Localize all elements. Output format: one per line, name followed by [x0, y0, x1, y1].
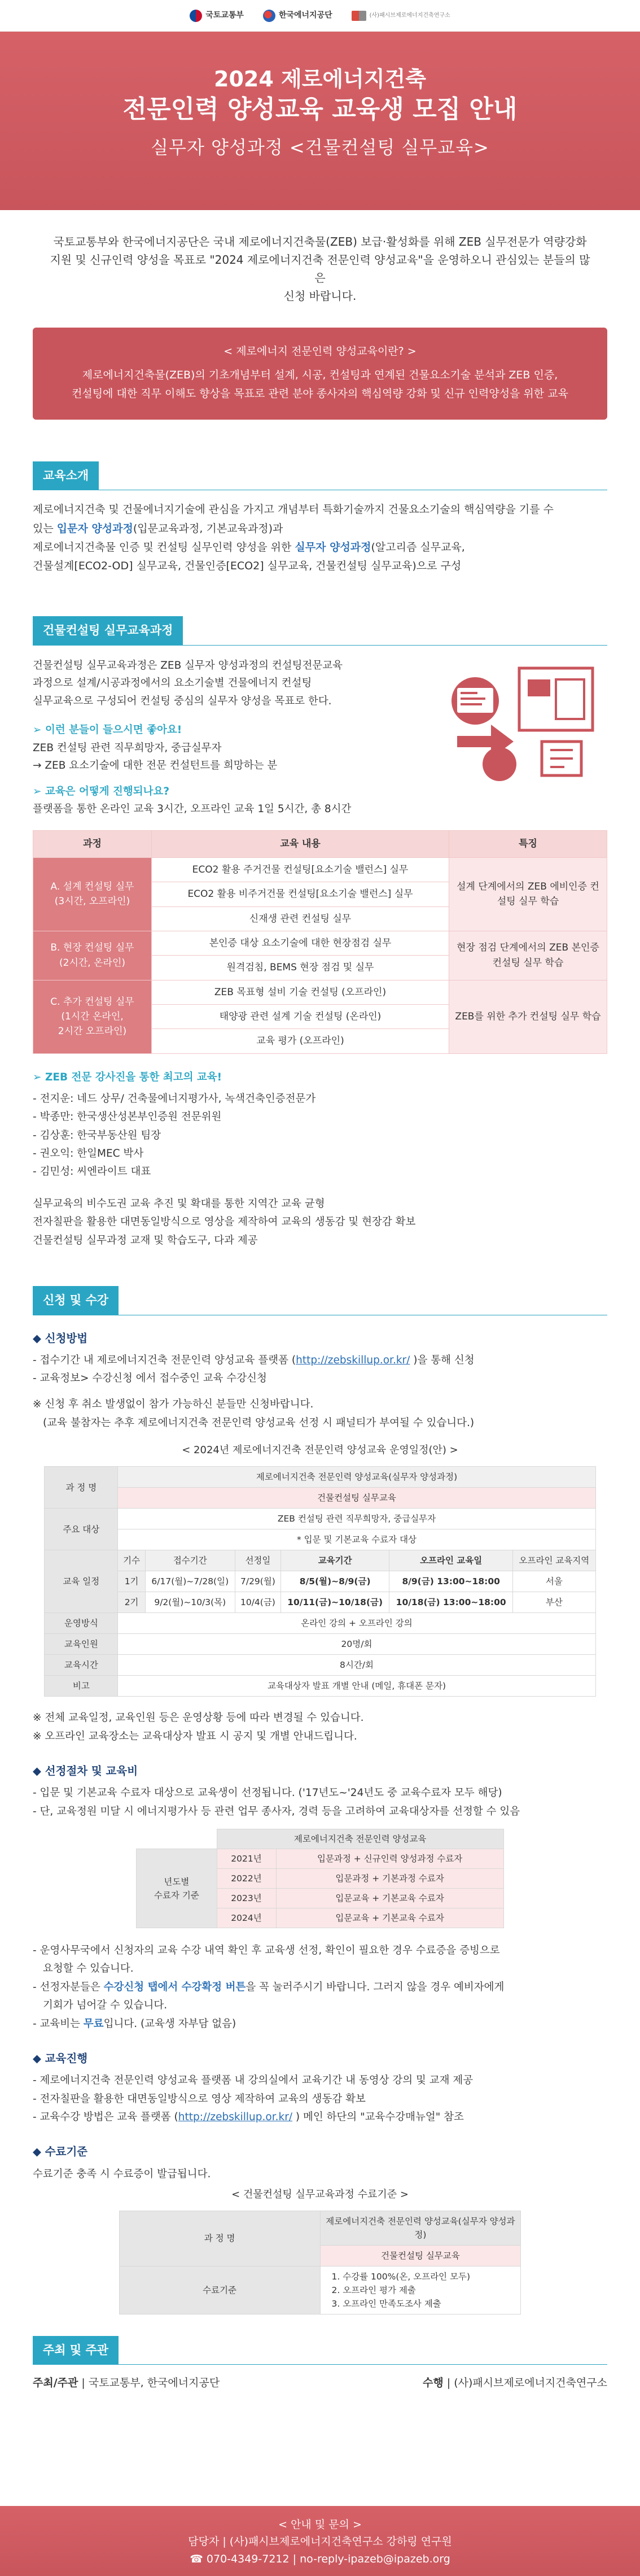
target-note: * 입문 및 기본교육 수료자 대상: [118, 1529, 595, 1550]
cohort-1-region: 서울: [513, 1571, 595, 1592]
kea-logo-icon: [263, 10, 275, 22]
course-b-hours: (2시간, 온라인): [59, 957, 125, 969]
definition-title: < 제로에너지 전문인력 양성교육이란? >: [223, 345, 417, 358]
course-content-table: [33, 830, 607, 1053]
table-row: [45, 1509, 595, 1529]
contact-phone-email: ☎ 070-4349-7212 | no-reply-ipazeb@ipazeb.org: [190, 2552, 450, 2565]
completion-course-value: 제로에너지건축 전문인력 양성교육(실무자 양성과정): [320, 2211, 521, 2245]
completion-table: [119, 2211, 521, 2315]
course-c-hours: (1시간 온라인,: [61, 1010, 124, 1022]
progress-text: ) 메인 하단의 "교육수강매뉴얼" 참조: [292, 2111, 464, 2123]
course-c-item: 교육 평가 (오프라인): [152, 1029, 449, 1053]
contact-person: 담당자 | (사)패시브제로에너지건축연구소 강하링 연구원: [188, 2535, 452, 2548]
logo-kea: [263, 10, 332, 22]
course-name-label: 과 정 명: [45, 1467, 118, 1509]
criteria-item: 2. 오프라인 평가 제출: [331, 2285, 416, 2295]
feature-line: 실무교육의 비수도권 교육 추진 및 확대를 통한 지역간 교육 균형: [33, 1197, 325, 1210]
definition-line-1: 제로에너지건축물(ZEB)의 기초개념부터 설계, 시공, 컨설팅과 연계된 건물요소기술 분석과 ZEB 인증,: [82, 369, 558, 382]
apply-method-item: [33, 1352, 607, 1370]
consulting-illustration: [435, 657, 607, 787]
instructor-text: 권오익: 한일MEC 박사: [40, 1148, 144, 1160]
selection-detail: - 운영사무국에서 신청자의 교육 수강 내역 확인 후 교육생 선정, 확인이 필요한 경우 수료증을 증빙으로: [33, 1945, 500, 1957]
cohort-2-apply: 9/2(월)~10/3(목): [145, 1592, 235, 1613]
selection-label-cell: [137, 1849, 217, 1928]
table-row: [33, 857, 607, 882]
progress-item: [33, 2108, 607, 2126]
intro-p-text: (입문교육과정, 기본교육과정)과: [133, 522, 283, 535]
instructor-item: - 김상훈: 한국부동산원 팀장: [33, 1129, 161, 1141]
logo-kea-text: 한국에너지공단: [278, 10, 332, 20]
course-table-header: [33, 831, 607, 857]
course-b-cell: [33, 931, 152, 980]
note-label: 비고: [45, 1676, 118, 1697]
logo-bar: [0, 0, 640, 32]
course-a-hours: (3시간, 오프라인): [54, 896, 130, 908]
intro-line-1: 국토교통부와 한국에너지공단은 국내 제로에너지건축물(ZEB) 보급·활성화를 위해 ZEB 실무전문가 역량강화: [53, 235, 587, 249]
course-b-name: B. 현장 컨설팅 실무: [50, 942, 134, 954]
course-c-cell: [33, 980, 152, 1053]
instructor-list: [33, 1069, 607, 1182]
course-a-item: ECO2 활용 비주거건물 컨설팅[요소기술 밸런스] 실무: [152, 882, 449, 906]
table-row: [45, 1613, 595, 1634]
intro-p-line-3: [33, 538, 607, 557]
contact-footer: [0, 2506, 640, 2576]
hero-year-title: 2024 제로에너지건축: [214, 67, 426, 91]
apply-text: )을 통해 신청: [410, 1354, 475, 1366]
table-row: [45, 1655, 595, 1676]
intro-text: [0, 210, 640, 316]
hero-banner: [0, 32, 640, 210]
completion-course-sub: 건물컨설팅 실무교육: [320, 2245, 521, 2266]
method-label: 운영방식: [45, 1613, 118, 1634]
course-c-name: C. 추가 컨설팅 실무: [50, 996, 134, 1008]
logo-molit: [190, 10, 244, 22]
course-c-item: ZEB 목표형 설비 기술 컨설팅 (오프라인): [152, 980, 449, 1004]
program-definition-box: [33, 328, 607, 420]
target-audience-line: ZEB 컨설팅 관련 직무희망자, 중급실무자: [33, 742, 222, 754]
instructor-text: 김민성: 씨엔라이트 대표: [40, 1166, 151, 1178]
col-apply-period: 접수기간: [145, 1550, 235, 1571]
criteria-2022: 입문과정 + 기본과정 수료자: [276, 1869, 503, 1889]
host-value: 국토교통부, 한국에너지공단: [88, 2377, 220, 2390]
year-2023: 2023년: [217, 1889, 276, 1908]
schedule-notes: [33, 1709, 607, 1746]
pha-logo-icon: [352, 11, 366, 21]
apply-method-list: [33, 1352, 607, 1433]
selection-detail: 기회가 넘어갈 수 있습니다.: [43, 1999, 168, 2012]
feature-line: 전자칠판을 활용한 대면동일방식으로 영상을 제작하여 교육의 생동감 및 현장감 확보: [33, 1216, 416, 1228]
course-name-sub: 건물컨설팅 실무교육: [118, 1488, 595, 1509]
completion-criteria-cell: [320, 2266, 521, 2314]
course-b-item: 본인증 대상 요소기술에 대한 현장점검 실무: [152, 931, 449, 955]
selection-item: - 단, 교육정원 미달 시 에너지평가사 등 관련 업무 종사자, 경력 등을 고려하여 교육대상자를 선정할 수 있음: [33, 1805, 520, 1817]
consulting-desc-line: 건물컨설팅 실무교육과정은 ZEB 실무자 양성과정의 컨설팅전문교육: [33, 659, 343, 672]
method-value: 온라인 강의 + 오프라인 강의: [118, 1613, 595, 1634]
cohort-1: 1기: [118, 1571, 146, 1592]
section-consulting: [0, 576, 640, 1250]
section-divider: [33, 2364, 607, 2365]
table-row: [45, 1676, 595, 1697]
exec-info: 수행 | (사)패시브제로에너지건축연구소: [423, 2377, 607, 2390]
table-row: [45, 1634, 595, 1655]
header-course: 과정: [33, 831, 152, 857]
table-row: [45, 1550, 595, 1571]
course-c-hours: 2시간 오프라인): [58, 1026, 127, 1038]
hours-value: 8시간/회: [118, 1655, 595, 1676]
section-tag-apply: 신청 및 수강: [33, 1286, 119, 1315]
exec-label: 수행: [423, 2377, 444, 2390]
intro-p-text: (알고리즘 실무교육,: [371, 541, 465, 553]
header-feature: 특징: [449, 831, 607, 857]
course-format-line: 플랫폼을 통한 온라인 교육 3시간, 오프라인 교육 1일 5시간, 총 8시간: [33, 803, 352, 816]
intro-p-line-4: 건물설계[ECO2-OD] 실무교육, 건물인증[ECO2] 실무교육, 건물컨설팅 실무교육)으로 구성: [33, 560, 462, 573]
selection-detail: [33, 1978, 607, 1997]
consulting-description: [33, 657, 423, 818]
apply-method-item: - 교육정보> 수강신청 에서 접수중인 교육 수강신청: [33, 1372, 267, 1385]
consulting-illustration-icon: [435, 657, 607, 787]
selection-details: [33, 1942, 607, 2033]
table-row: [45, 1571, 595, 1592]
criteria-item: 3. 오프라인 만족도조사 제출: [331, 2298, 441, 2309]
contact-title: < 안내 및 문의 >: [278, 2518, 362, 2531]
cohort-2-select: 10/4(금): [235, 1592, 280, 1613]
section-intro: [0, 420, 640, 576]
selection-text: - 선정자분들은: [33, 1981, 104, 1993]
section-tag-host: 주최 및 주관: [33, 2336, 119, 2365]
course-format-heading: ➢ 교육은 어떻게 진행되나요?: [33, 785, 170, 797]
course-a-item: ECO2 활용 주거건물 컨설팅[요소기술 밸런스] 실무: [152, 857, 449, 882]
col-cohort: 기수: [118, 1550, 146, 1571]
year-2022: 2022년: [217, 1869, 276, 1889]
instructor-item: - 김민성: 씨엔라이트 대표: [33, 1166, 151, 1178]
feature-line: 건물컨설팅 실무과정 교재 및 학습도구, 다과 제공: [33, 1234, 258, 1246]
host-info: 주최/주관 | 국토교통부, 한국에너지공단: [33, 2377, 220, 2390]
section-host: [0, 2315, 640, 2392]
schedule-note: ※ 전체 교육일정, 교육인원 등은 운영상황 등에 따라 변경될 수 있습니다.: [33, 1712, 364, 1724]
table-row: [137, 1849, 504, 1869]
course-b-item: 원격검침, BEMS 현장 점검 및 실무: [152, 956, 449, 980]
host-label: 주최/주관: [33, 2377, 78, 2390]
table-row: [119, 2266, 521, 2314]
course-c-feature: ZEB를 위한 추가 컨설팅 실무 학습: [449, 980, 607, 1053]
target-audience-line: → ZEB 요소기술에 대한 전문 컨설턴트를 희망하는 분: [33, 760, 278, 772]
year-2024: 2024년: [217, 1908, 276, 1928]
note-value: 교육대상자 발표 개별 안내 (메일, 휴대폰 문자): [118, 1676, 595, 1697]
instructor-heading: ➢ ZEB 전문 강사진을 통한 최고의 교육!: [33, 1071, 222, 1083]
course-a-name: A. 설계 컨설팅 실무: [50, 881, 134, 892]
selection-label-2: 수료자 기준: [154, 1890, 199, 1901]
selection-heading: ◆ 선정절차 및 교육비: [33, 1763, 607, 1780]
col-offline-date: 오프라인 교육일: [389, 1550, 513, 1571]
section-divider: [33, 645, 607, 646]
capacity-label: 교육인원: [45, 1634, 118, 1655]
cohort-2: 2기: [118, 1592, 146, 1613]
platform-link[interactable]: http://zebskillup.or.kr/: [178, 2111, 293, 2123]
exec-value: (사)패시브제로에너지건축연구소: [454, 2377, 607, 2390]
apply-note: (교육 불참자는 추후 제로에너지건축 전문인력 양성교육 선정 시 패널티가 부여될 수 있습니다.): [43, 1416, 475, 1429]
progress-item: - 전자칠판을 활용한 대면동일방식으로 영상 제작하여 교육의 생동감 확보: [33, 2093, 366, 2105]
host-row: [33, 2375, 607, 2391]
selection-text: 을 꼭 눌러주시기 바랍니다. 그러지 않을 경우 예비자에게: [246, 1981, 505, 1993]
course-a-cell: [33, 857, 152, 931]
instructor-text: 전지운: 네드 상무/ 건축물에너지평가사, 녹색건축인증전문가: [40, 1092, 316, 1105]
table-row: [119, 2211, 521, 2245]
selection-table-title: 제로에너지건축 전문인력 양성교육: [217, 1829, 503, 1849]
criteria-2021: 입문과정 + 신규인력 양성과정 수료자: [276, 1849, 503, 1869]
progress-text: - 교육수강 방법은 교육 플랫폼 (: [33, 2111, 178, 2123]
apply-method-heading: ◆ 신청방법: [33, 1330, 607, 1347]
intro-paragraph: [33, 500, 607, 576]
selection-label-1: 년도별: [164, 1876, 190, 1887]
cohort-2-period: 10/11(금)~10/18(금): [281, 1592, 389, 1613]
hero-subtitle: 실무자 양성과정 <건물컨설팅 실무교육>: [151, 136, 489, 158]
apply-text: - 접수기간 내 제로에너지건축 전문인력 양성교육 플랫폼 (: [33, 1354, 296, 1366]
selection-text: 입니다. (교육생 자부담 없음): [103, 2017, 236, 2030]
col-select-date: 선정일: [235, 1550, 280, 1571]
col-edu-period: 교육기간: [281, 1550, 389, 1571]
empty-cell: [137, 1829, 217, 1849]
progress-heading: ◆ 교육진행: [33, 2050, 607, 2067]
practitioner-course-highlight: 실무자 양성과정: [295, 541, 371, 553]
table-row: [33, 931, 607, 955]
header-content: 교육 내용: [152, 831, 449, 857]
intro-line-3: 신청 바랍니다.: [283, 289, 357, 303]
logo-pha: [352, 11, 450, 21]
features-list: [33, 1195, 607, 1250]
instructor-text: 김상훈: 한국부동산원 팀장: [40, 1129, 161, 1141]
selection-criteria-table: [136, 1829, 504, 1928]
section-apply: [0, 1250, 640, 2315]
target-value: ZEB 컨설팅 관련 직무희망자, 중급실무자: [118, 1509, 595, 1529]
criteria-item: 1. 수강률 100%(온, 오프라인 모두): [331, 2271, 471, 2282]
cohort-2-offline: 10/18(금) 13:00~18:00: [389, 1592, 513, 1613]
molit-logo-icon: [190, 10, 202, 22]
consulting-desc-line: 실무교육으로 구성되어 컨설팅 중심의 실무자 양성을 목표로 한다.: [33, 695, 332, 707]
intro-p-text: 있는: [33, 522, 57, 535]
section-tag-consulting: 건물컨설팅 실무교육과정: [33, 616, 183, 645]
table-row: [137, 1829, 504, 1849]
completion-heading: ◆ 수료기준: [33, 2143, 607, 2160]
completion-criteria-label: 수료기준: [119, 2266, 320, 2314]
selection-text: - 교육비는: [33, 2017, 84, 2030]
course-a-feature: 설계 단계에서의 ZEB 에비인증 컨설팅 실무 학습: [449, 857, 607, 931]
table-row: [45, 1467, 595, 1488]
cohort-1-period: 8/5(월)~8/9(금): [281, 1571, 389, 1592]
intro-p-line-1: 제로에너지건축 및 건물에너지기술에 관심을 가지고 개념부터 특화기술까지 건물요소기술의 핵심역량을 기를 수: [33, 503, 554, 516]
completion-text: 수료기준 충족 시 수료증이 발급됩니다.: [33, 2168, 211, 2180]
hero-main-title: 전문인력 양성교육 교육생 모집 안내: [122, 95, 518, 124]
col-offline-region: 오프라인 교육지역: [513, 1550, 595, 1571]
schedule-label: 교육 일정: [45, 1550, 118, 1613]
target-audience-heading: ➢ 이런 분들이 들으시면 좋아요!: [33, 724, 182, 736]
section-tag-intro: 교육소개: [33, 461, 99, 490]
course-a-item: 신재생 관련 컨설팅 실무: [152, 906, 449, 931]
cohort-2-region: 부산: [513, 1592, 595, 1613]
selection-item: - 입문 및 기본교육 수료자 대상으로 교육생이 선정됩니다. ('17년도~'24년도 중 교육수료자 모두 해당): [33, 1787, 502, 1799]
schedule-table: [44, 1466, 595, 1697]
consulting-desc-line: 과정으로 설계/시공과정에서의 요소기술별 건물에너지 컨설팅: [33, 677, 312, 690]
intro-line-2: 지원 및 신규인력 양성을 목표로 "2024 제로에너지건축 전문인력 양성교육"을 운영하오니 관심있는 분들의 많은: [50, 253, 590, 285]
instructor-item: - 박종만: 한국생산성본부인증원 전문위원: [33, 1111, 222, 1123]
instructor-item: - 권오익: 한일MEC 박사: [33, 1148, 144, 1160]
selection-list: [33, 1784, 607, 1821]
criteria-2023: 입문교육 + 기본교육 수료자: [276, 1889, 503, 1908]
progress-list: [33, 2072, 607, 2126]
table-row: [33, 980, 607, 1004]
cohort-1-apply: 6/17(월)~7/28(일): [145, 1571, 235, 1592]
schedule-note: ※ 오프라인 교육장소는 교육대상자 발표 시 공지 및 개별 안내드립니다.: [33, 1730, 357, 1742]
criteria-2024: 입문교육 + 기본교육 수료자: [276, 1908, 503, 1928]
consulting-overview: [33, 657, 607, 818]
schedule-caption: < 2024년 제로에너지건축 전문인력 양성교육 운영일정(안) >: [182, 1444, 458, 1457]
cohort-1-select: 7/29(월): [235, 1571, 280, 1592]
logo-pha-text: (사)패시브제로에너지건축연구소: [369, 12, 450, 19]
cohort-1-offline: 8/9(금) 13:00~18:00: [389, 1571, 513, 1592]
table-row: [45, 1592, 595, 1613]
apply-note: ※ 신청 후 취소 발생없이 참가 가능하신 분들만 신청바랍니다.: [33, 1398, 314, 1411]
selection-detail: 요청할 수 있습니다.: [43, 1963, 134, 1975]
intro-p-line-2: [33, 520, 607, 538]
instructor-item: - 전지운: 네드 상무/ 건축물에너지평가사, 녹색건축인증전문가: [33, 1092, 316, 1105]
course-name-value: 제로에너지건축 전문인력 양성교육(실무자 양성과정): [118, 1467, 595, 1488]
completion-course-label: 과 정 명: [119, 2211, 320, 2266]
free-highlight: 무료: [83, 2017, 104, 2030]
progress-item: - 제로에너지건축 전문인력 양성교육 플랫폼 내 강의실에서 교육기간 내 동영상 강의 및 교재 제공: [33, 2074, 474, 2087]
logo-molit-text: 국토교통부: [205, 10, 244, 20]
table-row: [45, 1488, 595, 1509]
definition-line-2: 컨설팅에 대한 직무 이해도 향상을 목표로 관련 분야 종사자의 핵심역량 강화 및 신규 인력양성을 위한 교육: [72, 387, 568, 400]
instructor-text: 박종만: 한국생산성본부인증원 전문위원: [40, 1111, 222, 1123]
selection-detail: [33, 2015, 607, 2033]
capacity-value: 20명/회: [118, 1634, 595, 1655]
target-label: 주요 대상: [45, 1509, 118, 1550]
completion-caption: < 건물컨설팅 실무교육과정 수료기준 >: [231, 2188, 409, 2200]
beginner-course-highlight: 입문자 양성과정: [56, 522, 133, 535]
platform-link[interactable]: http://zebskillup.or.kr/: [296, 1354, 410, 1366]
intro-p-text: 제로에너지건축물 인증 및 컨설팅 실무인력 양성을 위한: [33, 541, 295, 553]
hours-label: 교육시간: [45, 1655, 118, 1676]
course-c-item: 태양광 관련 설계 기술 컨설팅 (온라인): [152, 1004, 449, 1028]
confirm-button-highlight: 수강신청 탭에서 수강확정 버튼: [103, 1981, 246, 1993]
year-2021: 2021년: [217, 1849, 276, 1869]
course-b-feature: 현장 점검 단계에서의 ZEB 본인증 컨설팅 실무 학습: [449, 931, 607, 980]
table-row: [45, 1529, 595, 1550]
